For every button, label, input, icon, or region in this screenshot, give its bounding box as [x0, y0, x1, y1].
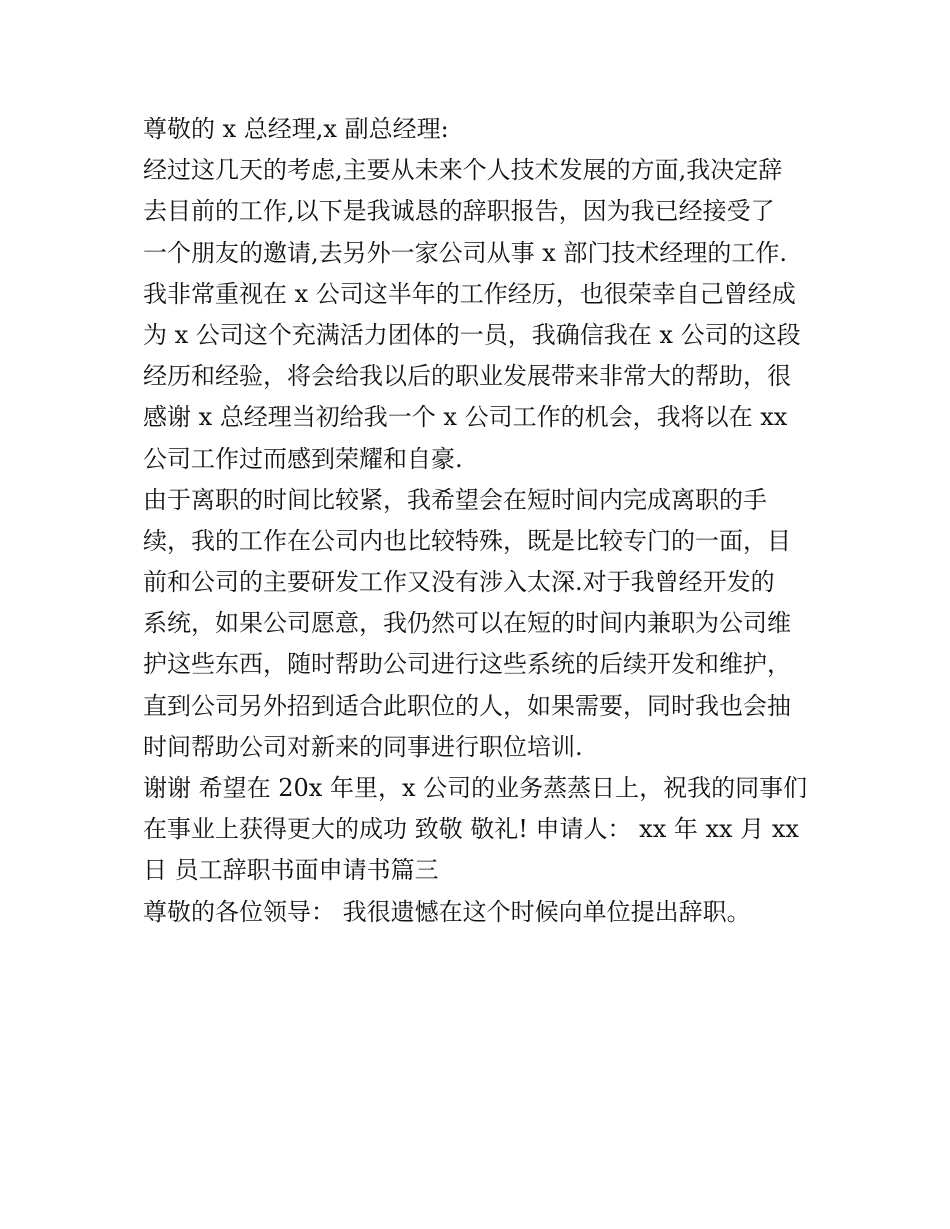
text-line: 在事业上获得更大的成功 致敬 敬礼! 申请人： xx 年 xx 月 xx: [143, 815, 799, 844]
text-line: 为 x 公司这个充满活力团体的一员，我确信我在 x 公司的这段: [143, 320, 801, 349]
text-line: 经过这几天的考虑,主要从未来个人技术发展的方面,我决定辞: [143, 156, 783, 185]
text-line: 尊敬的 x 总经理,x 副总经理:: [143, 115, 449, 143]
text-line: 尊敬的各位领导： 我很遗憾在这个时候向单位提出辞职。: [143, 897, 751, 926]
text-line: 由于离职的时间比较紧，我希望会在短时间内完成离职的手: [143, 485, 767, 514]
text-line: 去目前的工作,以下是我诚恳的辞职报告，因为我已经接受了: [143, 197, 775, 226]
text-line: 感谢 x 总经理当初给我一个 x 公司工作的机会，我将以在 xx: [143, 403, 788, 432]
text-line: 续，我的工作在公司内也比较特殊，既是比较专门的一面，目: [143, 526, 791, 555]
text-line: 经历和经验，将会给我以后的职业发展带来非常大的帮助，很: [143, 362, 791, 391]
text-line: 谢谢 希望在 20x 年里，x 公司的业务蒸蒸日上，祝我的同事们: [143, 774, 808, 802]
text-line: 前和公司的主要研发工作又没有涉入太深.对于我曾经开发的: [143, 568, 775, 597]
text-line: 时间帮助公司对新来的同事进行职位培训.: [143, 732, 583, 761]
text-line: 公司工作过而感到荣耀和自豪.: [143, 444, 463, 473]
text-line: 一个朋友的邀请,去另外一家公司从事 x 部门技术经理的工作.: [143, 238, 788, 267]
document-body: [143, 109, 823, 933]
text-line: 日 员工辞职书面申请书篇三: [143, 856, 439, 885]
text-line: 系统，如果公司愿意，我仍然可以在短的时间内兼职为公司维: [143, 609, 791, 638]
text-line: 我非常重视在 x 公司这半年的工作经历，也很荣幸自己曾经成: [143, 279, 796, 308]
text-line: 护这些东西，随时帮助公司进行这些系统的后续开发和维护，: [143, 650, 791, 679]
text-line: 直到公司另外招到适合此职位的人，如果需要，同时我也会抽: [143, 691, 791, 720]
